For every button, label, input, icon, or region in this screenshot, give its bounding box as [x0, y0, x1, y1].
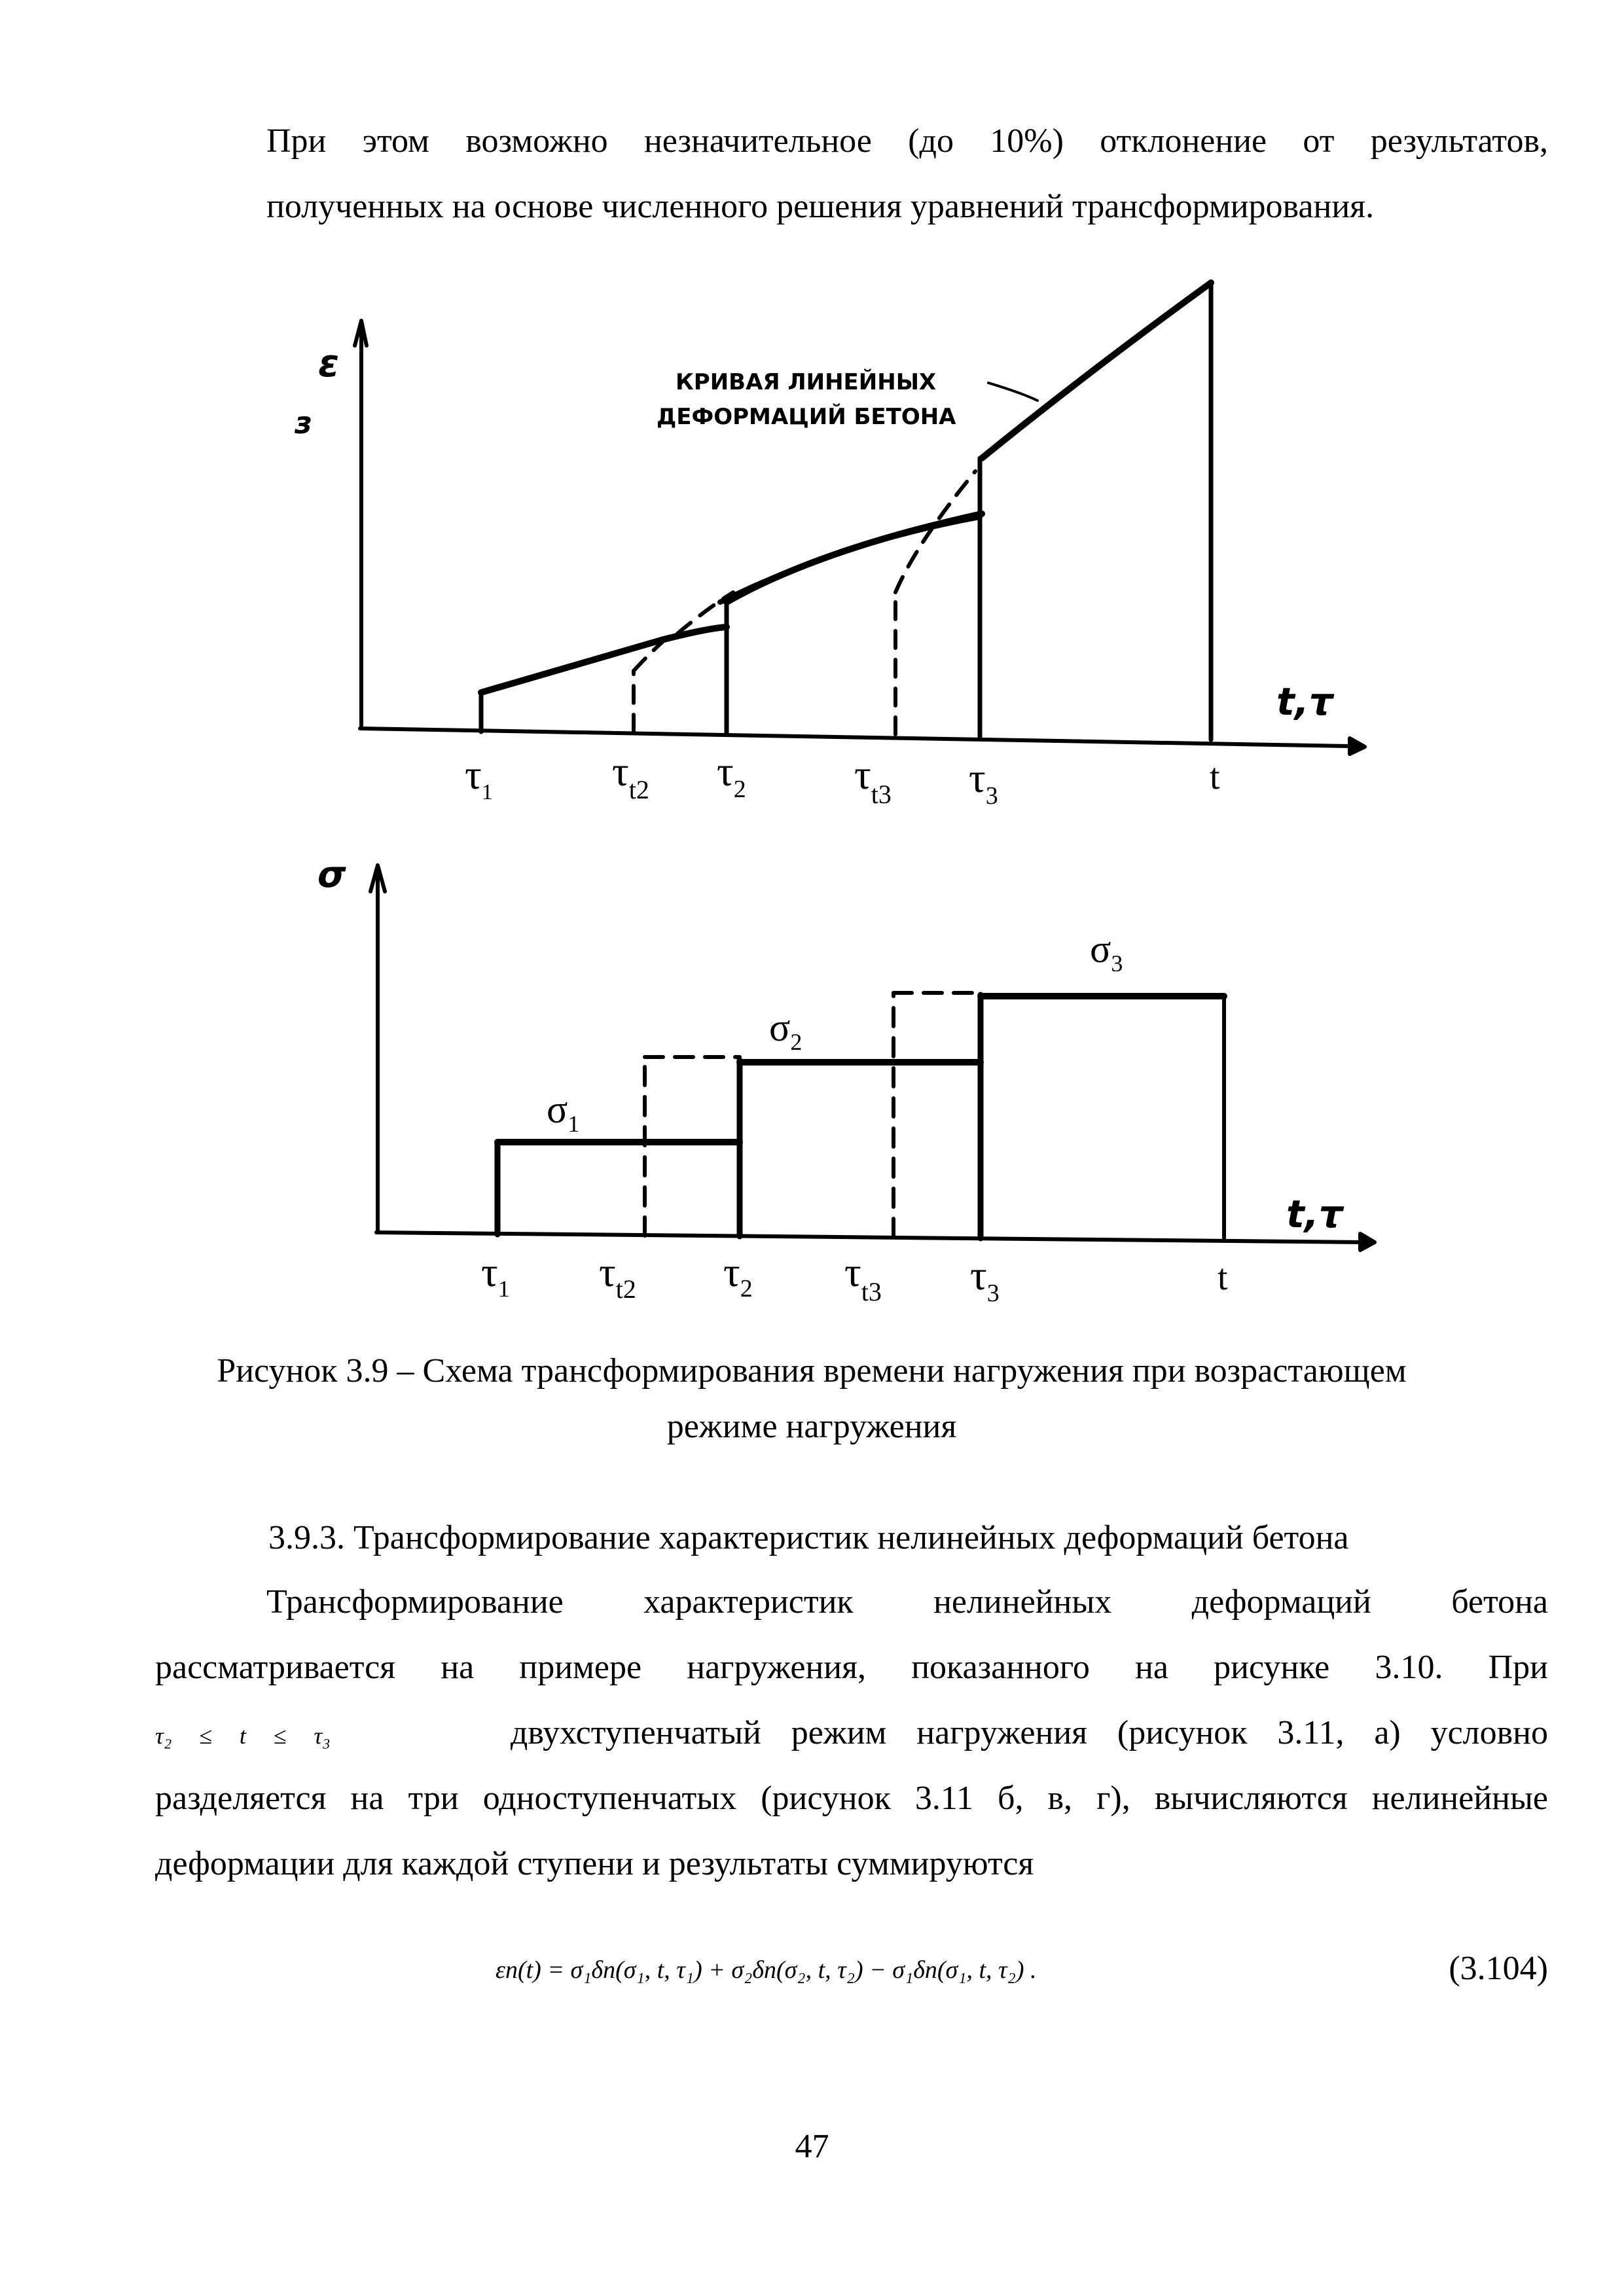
tick-t: t	[1218, 1257, 1228, 1298]
caption-line-1: Рисунок 3.9 – Схема трансформирования времени нагружения при возрастающем	[217, 1352, 1407, 1390]
tick-tau-t3: $\tau_{t3}$	[844, 1249, 882, 1306]
curve-label-line-2: ДЕФОРМАЦИЙ БЕТОНА	[657, 404, 956, 430]
equation-row	[155, 1936, 1548, 2001]
body-line-1: Трансформирование характеристик нелинейных деформаций бетона	[266, 1583, 1548, 1621]
intro-line-1: При этом возможно незначительное (до 10%) отклонение от результатов,	[266, 122, 1548, 160]
x-axis-label: t,τ	[1276, 679, 1333, 724]
sigma-2-label: $\sigma_2$	[769, 1006, 803, 1055]
tick-tau-1: $\tau_1$	[465, 751, 493, 804]
x-axis	[360, 728, 1350, 746]
y-label-epsilon: ε	[318, 341, 340, 386]
intro-line-2: полученных на основе численного решения уравнений трансформирования.	[266, 188, 1375, 225]
sigma-3-label: $\sigma_3$	[1090, 927, 1123, 977]
body-line-2: рассматривается на примере нагружения, показанного на рисунке 3.10. При	[155, 1649, 1548, 1686]
figure-caption	[131, 1343, 1492, 1454]
tick-tau-3: $\tau_3$	[969, 755, 998, 810]
tick-tau-t3: $\tau_{t3}$	[854, 751, 892, 809]
condition-inline-formula: τ₂ ≤ t ≤ τ₃	[155, 1723, 331, 1749]
x-axis	[376, 1232, 1362, 1242]
y-label-sigma: σ	[317, 853, 346, 896]
body-paragraph	[155, 1570, 1548, 1897]
caption-line-2: режиме нагружения	[666, 1408, 957, 1445]
x-axis-label: t,τ	[1286, 1192, 1343, 1236]
tick-t: t	[1210, 757, 1220, 797]
x-axis-arrow	[1350, 738, 1365, 754]
strain-segment-1	[481, 627, 727, 692]
tick-tau-3: $\tau_3$	[970, 1252, 1000, 1307]
page-number: 47	[795, 2128, 829, 2165]
y-label-sub: з	[295, 405, 312, 440]
body-line-3-text: двухступенчатый режим нагружения (рисунок 3.11, а) условно	[510, 1714, 1549, 1751]
figure-stress	[0, 844, 1624, 1322]
figure-strain	[0, 268, 1624, 844]
sigma-1-label: $\sigma_1$	[547, 1088, 580, 1137]
body-line-4: разделяется на три одноступенчатых (рисунок 3.11 б, в, г), вычисляются нелинейные	[155, 1780, 1548, 1817]
equation-formula: εп(t) = σ₁δп(σ₁, t, τ₁) + σ₂δп(σ₂, t, τ₂) − σ₁δп(σ₁, t, τ₂) .	[496, 1956, 1037, 1984]
tick-tau-t2: $\tau_{t2}$	[599, 1249, 636, 1304]
equation-number: (3.104)	[1449, 1950, 1548, 1987]
curve-label-leader	[988, 383, 1038, 401]
strain-connector	[720, 517, 980, 602]
tick-tau-2: $\tau_2$	[723, 1249, 753, 1302]
x-axis-arrow	[1360, 1234, 1375, 1250]
curve-label-line-1: КРИВАЯ ЛИНЕЙНЫХ	[676, 369, 937, 395]
tick-tau-1: $\tau_1$	[481, 1249, 510, 1302]
strain-segment-3	[982, 283, 1211, 458]
body-line-5: деформации для каждой ступени и результаты суммируются	[155, 1845, 1034, 1882]
tick-tau-2: $\tau_2$	[717, 748, 746, 803]
tick-tau-t2: $\tau_{t2}$	[612, 748, 649, 804]
intro-paragraph	[155, 109, 1548, 240]
section-heading: 3.9.3. Трансформирование характеристик нелинейных деформаций бетона	[268, 1519, 1349, 1556]
body-line-3	[155, 1700, 1548, 1766]
